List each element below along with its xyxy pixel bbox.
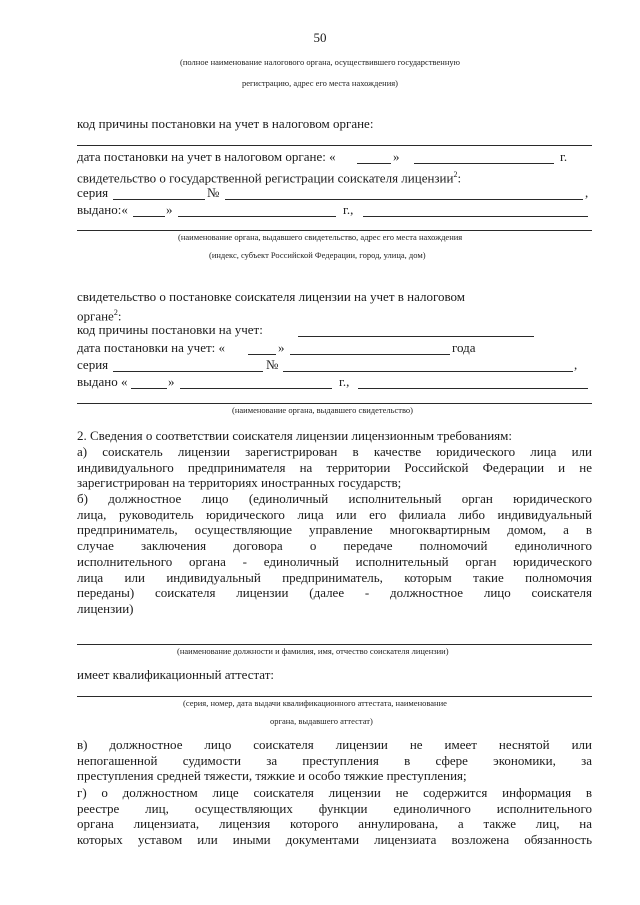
tax-certificate-label-line-2: органе$^2$: <box>77 308 122 324</box>
issued-label: выдано:« <box>77 202 128 217</box>
item-a-line: а) соискатель лицензии зарегистрирован в качестве юридического лица или <box>77 444 592 459</box>
tax-certificate-label-line-1: свидетельство о постановке соискателя лицензии на учет в налоговом <box>77 289 466 304</box>
requirements-heading: 2. Сведения о соответствии соискателя лицензии лицензионным требованиям: <box>77 428 512 443</box>
issued-place-line <box>363 216 588 217</box>
item-g-line: органа лицензиата, лицензия которого аннулирована, а также лиц, на <box>77 816 592 832</box>
address-caption: (индекс, субъект Российской Федерации, город, улица, дом) <box>209 250 426 260</box>
issuer2-caption: (наименование органа, выдавшего свидетельство) <box>232 405 414 415</box>
issued2-quote: » <box>168 374 175 389</box>
series-label: серия <box>77 185 109 200</box>
attestat-field-line <box>77 696 592 697</box>
registration-date-label: дата постановки на учет в налоговом органе: « <box>77 149 336 164</box>
attestat-caption-2: органа, выдавшего аттестат) <box>270 716 373 726</box>
item-v-paragraph <box>77 737 592 784</box>
top-caption-line-1: (полное наименование налогового органа, осуществившего государственную <box>180 57 460 67</box>
item-a-paragraph <box>77 444 592 491</box>
series2-label: серия <box>77 357 109 372</box>
registration-date-quote: » <box>393 149 400 164</box>
tax-day-line <box>248 354 276 355</box>
issuer-field-line <box>77 230 592 231</box>
tax-date-quote: » <box>278 340 285 355</box>
number2-field-line <box>283 371 573 372</box>
tax-date-label: дата постановки на учет: « <box>77 340 226 355</box>
issued2-label: выдано « <box>77 374 128 389</box>
page-number: 50 <box>313 30 327 45</box>
issued2-year-suffix: г., <box>339 374 350 389</box>
official-field-line <box>77 644 592 645</box>
issued-month-line <box>178 216 336 217</box>
item-b-paragraph <box>77 491 592 617</box>
issuer-caption: (наименование органа, выдавшего свидетельство, адрес его места нахождения <box>178 232 463 242</box>
item-b-line: лица, руководитель юридического лица или его филиала либо индивидуальный <box>77 506 592 522</box>
item-b-line: лица или индивидуальный предприниматель, которым такие полномочия <box>77 569 592 585</box>
item-a-line: индивидуального предпринимателя на территории Российской Федерации и не <box>77 459 592 475</box>
series-field-line <box>113 199 205 200</box>
item-v-line: преступления средней тяжести, тяжкие и особо тяжкие преступления; <box>77 768 467 784</box>
item-b-line: б) должностное лицо (единоличный исполнительный орган юридического <box>77 491 592 506</box>
tax-date-year-suffix: года <box>452 340 476 355</box>
item-a-line: зарегистрирован на территориях иностранных государств; <box>77 475 402 491</box>
item-v-line: в) должностное лицо соискателя лицензии не имеет неснятой или <box>77 737 592 752</box>
attestat-label: имеет квалификационный аттестат: <box>77 667 275 682</box>
issued2-place-line <box>358 388 588 389</box>
issued-day-line <box>133 216 165 217</box>
number2-label: № <box>266 357 279 372</box>
item-v-line: непогашенной судимости за преступления в сфере экономики, за <box>77 752 592 768</box>
number-label: № <box>207 185 220 200</box>
item-b-line: исполнительного органа - единоличный исполнительный орган юридического <box>77 553 592 569</box>
issued2-month-line <box>180 388 332 389</box>
item-b-line: переданы) соискателя лицензии (далее - должностное лицо соискателя <box>77 585 592 601</box>
series2-field-line <box>113 371 263 372</box>
number-field-line <box>225 199 583 200</box>
item-g-paragraph <box>77 785 592 848</box>
item-g-line: реестре лиц, осуществляющих функции единоличного исполнительного <box>77 800 592 816</box>
registration-month-line <box>414 163 554 164</box>
issued-quote: » <box>166 202 173 217</box>
kpp2-field-line <box>298 336 534 337</box>
kpp2-label: код причины постановки на учет: <box>77 322 263 337</box>
tax-month-line <box>290 354 450 355</box>
item-g-line: г) о должностном лице соискателя лицензии не содержится информация в <box>77 785 592 800</box>
issued2-day-line <box>131 388 167 389</box>
top-caption-line-2: регистрацию, адрес его места нахождения) <box>242 78 398 88</box>
kpp-field-line <box>77 145 592 146</box>
item-b-line: случае заключения договора о передаче полномочий единоличного <box>77 538 592 554</box>
issuer2-field-line <box>77 403 592 404</box>
state-registration-certificate-label: свидетельство о государственной регистрации соискателя лицензии$^2$: <box>77 170 462 186</box>
official-caption: (наименование должности и фамилия, имя, отчество соискателя лицензии) <box>177 646 449 656</box>
attestat-caption-1: (серия, номер, дата выдачи квалификационного аттестата, наименование <box>183 698 447 708</box>
comma2: , <box>574 357 578 372</box>
registration-day-line <box>357 163 391 164</box>
item-b-line: лицензии) <box>77 600 134 616</box>
item-g-line: которых уставом или иными документами лицензиата возложена обязанность <box>77 832 592 848</box>
item-b-line: предприниматель, осуществляющие управление многоквартирным домом, а в <box>77 522 592 538</box>
registration-date-year-suffix: г. <box>560 149 568 164</box>
kpp-label: код причины постановки на учет в налоговом органе: <box>77 116 374 131</box>
comma: , <box>585 185 589 200</box>
issued-year-suffix: г., <box>343 202 354 217</box>
